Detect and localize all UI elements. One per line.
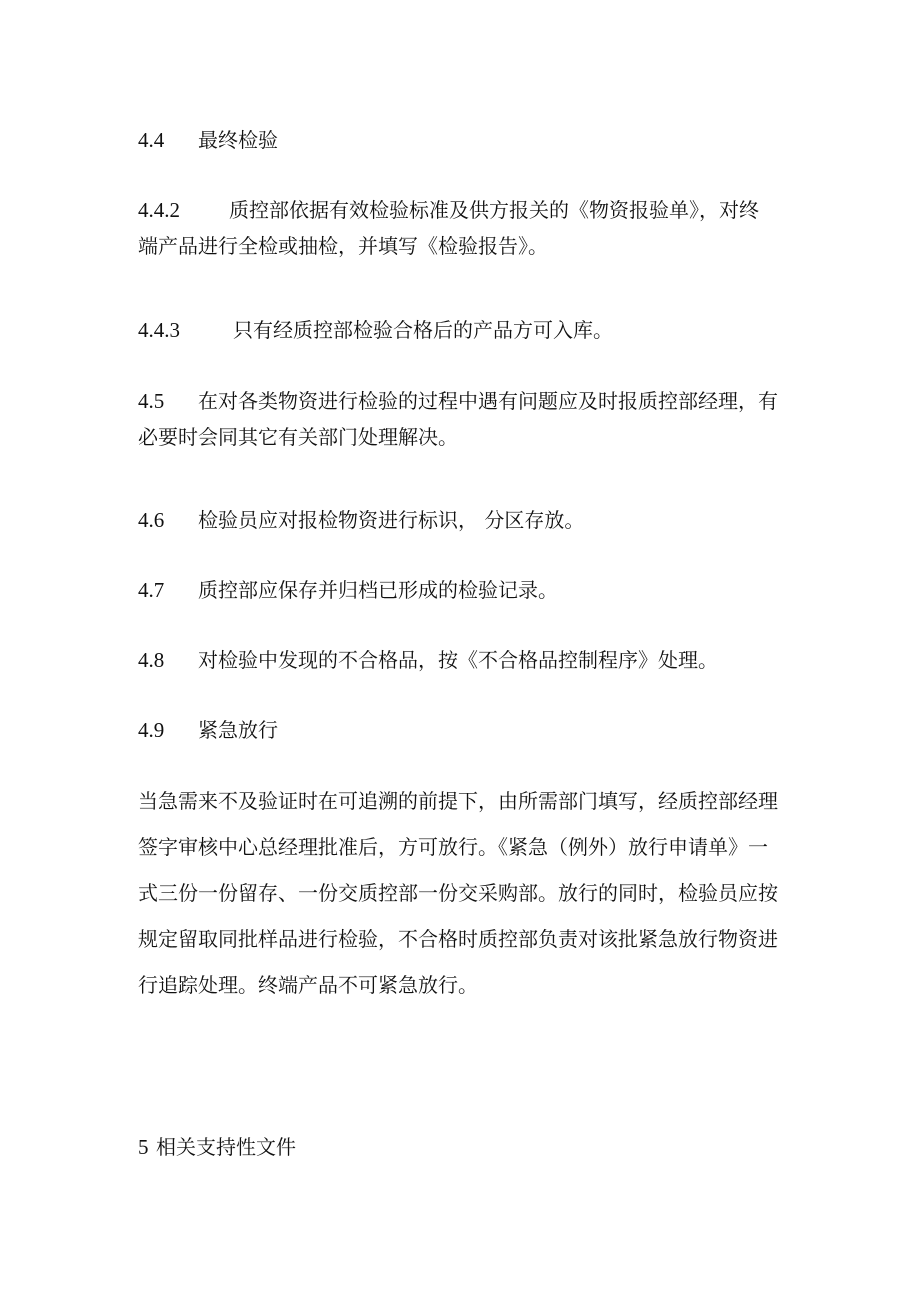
heading-title: 相关支持性文件 — [156, 1135, 296, 1159]
section-5-heading — [138, 1129, 788, 1165]
section-text: 对检验中发现的不合格品，按《不合格品控制程序》处理。 — [198, 648, 718, 672]
section-4-6 — [138, 502, 788, 538]
emergency-release-paragraph — [138, 783, 798, 1003]
section-number: 4.5 — [138, 389, 165, 413]
section-number: 4.8 — [138, 648, 165, 672]
section-text: 质控部依据有效检验标准及供方报关的《物资报验单》，对终 — [229, 198, 759, 222]
section-4-5 — [138, 383, 788, 455]
paragraph-line: 签字审核中心总经理批准后，方可放行。《紧急（例外）放行申请单》一 — [138, 835, 768, 859]
section-text: 在对各类物资进行检验的过程中遇有问题应及时报质控部经理，有 — [198, 389, 778, 413]
section-4-8 — [138, 642, 788, 678]
section-number: 4.6 — [138, 508, 165, 532]
section-4-4-2 — [138, 192, 788, 264]
section-text: 检验员应对报检物资进行标识， 分区存放。 — [198, 508, 585, 532]
section-number: 4.4 — [138, 128, 165, 152]
section-number: 4.9 — [138, 718, 165, 742]
section-4-7 — [138, 572, 788, 608]
section-text-continued: 端产品进行全检或抽检，并填写《检验报告》。 — [138, 234, 548, 258]
section-number: 4.4.3 — [138, 318, 180, 342]
paragraph-line: 当急需来不及验证时在可追溯的前提下，由所需部门填写，经质控部经理 — [138, 789, 778, 813]
section-number: 4.7 — [138, 578, 165, 602]
heading-number: 5 — [138, 1135, 149, 1159]
section-number: 4.4.2 — [138, 198, 180, 222]
section-4-4 — [138, 122, 788, 158]
section-text-continued: 必要时会同其它有关部门处理解决。 — [138, 425, 458, 449]
paragraph-line: 行追踪处理。终端产品不可紧急放行。 — [138, 973, 478, 997]
section-text: 紧急放行 — [198, 718, 278, 742]
paragraph-line: 规定留取同批样品进行检验，不合格时质控部负责对该批紧急放行物资进 — [138, 927, 778, 951]
section-4-9 — [138, 712, 788, 748]
section-text: 最终检验 — [198, 128, 278, 152]
section-4-4-3 — [138, 312, 788, 348]
paragraph-line: 式三份一份留存、一份交质控部一份交采购部。放行的同时，检验员应按 — [138, 881, 778, 905]
section-text: 只有经质控部检验合格后的产品方可入库。 — [233, 318, 613, 342]
section-text: 质控部应保存并归档已形成的检验记录。 — [198, 578, 558, 602]
